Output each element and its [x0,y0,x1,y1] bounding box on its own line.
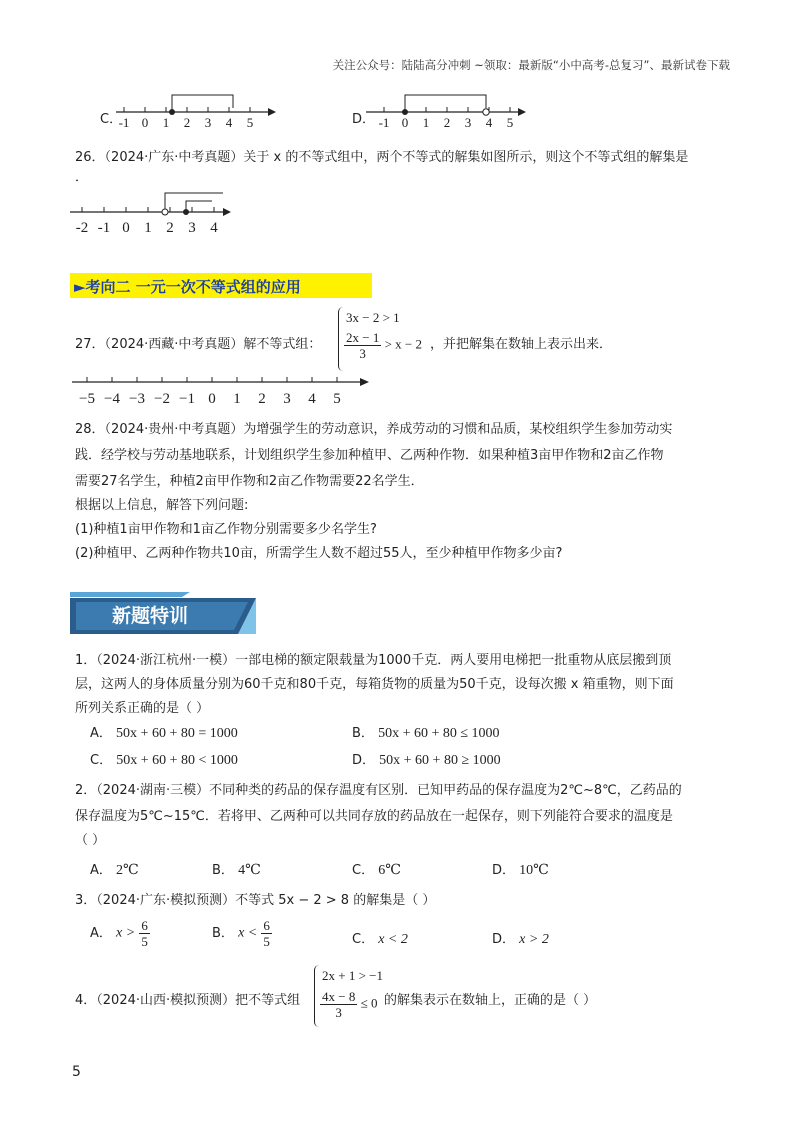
tick-label: 0 [141,115,149,130]
n3-option-b: B． x < $\frac{6}{5}$ [212,918,270,949]
q25-option-c-numberline [116,88,276,134]
tick-label: −4 [104,391,120,407]
n2-option-c: C． 6℃ [352,863,401,878]
q28-line3: 需要27名学生，种植2亩甲作物和2亩乙作物需要22名学生． [75,474,424,489]
tick-label: 1 [233,391,241,407]
q28-line2: 践．经学校与劳动基地联系，计划组织学生参加种植甲、乙两种作物．如果种植3亩甲作物和2亩乙作物 [75,448,664,463]
tick-label: 1 [422,115,430,130]
tick-label: -1 [118,115,130,130]
section-heading: ►考向二 一元一次不等式组的应用 [70,273,372,298]
q27-prefix: 27．（2024·西藏·中考真题）解不等式组： [75,337,322,352]
page-header: 关注公众号：陆陆高分冲刺 ~领取：最新版“小中高考-总复习”、最新试卷下载 [332,58,730,72]
tick-label: 5 [333,391,341,407]
q27-ineq1: 3x − 2 > 1 [346,310,400,325]
banner-title: 新题特训 [111,605,189,627]
tick-label: −1 [179,391,195,407]
n2-option-b: B． 4℃ [212,863,261,878]
tick-label: 0 [208,391,216,407]
n2-line2: 保存温度为5℃~15℃．若将甲、乙两种可以共同存放的药品放在一起保存，则下列能符合要求的温度是 [75,809,673,824]
tick-label: -1 [97,220,111,236]
q26-numberline [70,190,235,238]
tick-label: 0 [401,115,409,130]
n1-line3: 所列关系正确的是（ ） [75,701,210,716]
q27-suffix: ，并把解集在数轴上表示出来． [430,337,613,352]
tick-label: 3 [464,115,472,130]
n4-ineq1: 2x + 1 > −1 [322,968,383,983]
n4-ineq2-den: 3 [335,1005,342,1020]
tick-label: 2 [166,220,174,236]
tick-label: 1 [162,115,170,130]
n4-suffix: 的解集表示在数轴上，正确的是（ ） [384,993,597,1008]
q27-ineq2-rhs: > x − 2 [384,336,423,352]
n1-line1: 1．（2024·浙江杭州·一模）一部电梯的额定限载量为1000千克．两人要用电梯把一批重物从底层搬到顶 [75,653,672,668]
tick-label: 5 [246,115,254,130]
q25-option-d-label: D． [352,112,376,127]
n1-option-b: B． 50x + 60 + 80 ≤ 1000 [352,726,500,741]
n4-ineq2-rhs: ≤ 0 [360,995,378,1011]
n3-option-d: D． x > 2 [492,932,549,947]
n4-ineq2-num: 4x − 8 [322,989,356,1004]
n3-text: 3．（2024·广东·模拟预测）不等式 5x − 2 > 8 的解集是（ ） [75,893,436,908]
tick-label: 4 [485,115,493,130]
n2-line1: 2．（2024·湖南·三模）不同种类的药品的保存温度有区别．已知甲药品的保存温度为2℃~8℃，乙药品的 [75,783,682,798]
tick-label: −5 [79,391,95,407]
q27-ineq2-num: 2x − 1 [346,330,380,345]
tick-label: 2 [258,391,266,407]
tick-label: −3 [129,391,145,407]
q27-ineq2-den: 3 [359,346,366,361]
n3-option-c: C． x < 2 [352,932,408,947]
tick-label: −2 [154,391,170,407]
tick-label: 2 [443,115,451,130]
n1-option-a: A． 50x + 60 + 80 = 1000 [90,726,238,741]
q25-option-c-label: C． [100,112,123,127]
q25-option-d-numberline [366,88,526,134]
tick-label: -2 [75,220,89,236]
tick-label: 3 [188,220,196,236]
q28-sub1: (1)种植1亩甲作物和1亩乙作物分别需要多少名学生? [75,522,377,537]
tick-label: -1 [378,115,390,130]
tick-label: 4 [225,115,233,130]
n2-option-d: D． 10℃ [492,863,549,878]
tick-label: 2 [183,115,191,130]
n4-ineq2 [320,989,377,1020]
n2-option-a: A． 2℃ [90,863,139,878]
tick-label: 1 [144,220,152,236]
tick-label: 5 [506,115,514,130]
tick-label: 4 [210,220,218,236]
tick-label: 3 [204,115,212,130]
q27-numberline [72,372,372,408]
n1-line2: 层，这两人的身体质量分别为60千克和80千克，每箱货物的质量为50千克，设每次搬 x 箱重物，则下面 [75,677,674,692]
n3-option-a: A． x > $\frac{6}{5}$ [90,918,148,949]
tick-label: 0 [122,220,130,236]
n1-option-c: C． 50x + 60 + 80 < 1000 [90,753,238,768]
q28-line4: 根据以上信息，解答下列问题: [75,498,249,513]
q27-ineq2 [344,330,422,361]
page-number: 5 [72,1064,81,1080]
q26-text: 26．（2024·广东·中考真题）关于 x 的不等式组中，两个不等式的解集如图所示，则这个不等式组的解集是 [75,150,689,165]
n1-option-d: D． 50x + 60 + 80 ≥ 1000 [352,753,501,768]
q28-line1: 28．（2024·贵州·中考真题）为增强学生的劳动意识，养成劳动的习惯和品质，某校组织学生参加劳动实 [75,422,673,437]
n4-prefix: 4．（2024·山西·模拟预测）把不等式组 [75,993,301,1008]
q28-sub2: (2)种植甲、乙两种作物共10亩，所需学生人数不超过55人，至少种植甲作物多少亩? [75,546,563,561]
n2-line3: （ ） [75,833,106,848]
section-banner [70,590,256,638]
q26-blank: ． [75,170,89,185]
tick-label: 3 [283,391,291,407]
tick-label: 4 [308,391,316,407]
